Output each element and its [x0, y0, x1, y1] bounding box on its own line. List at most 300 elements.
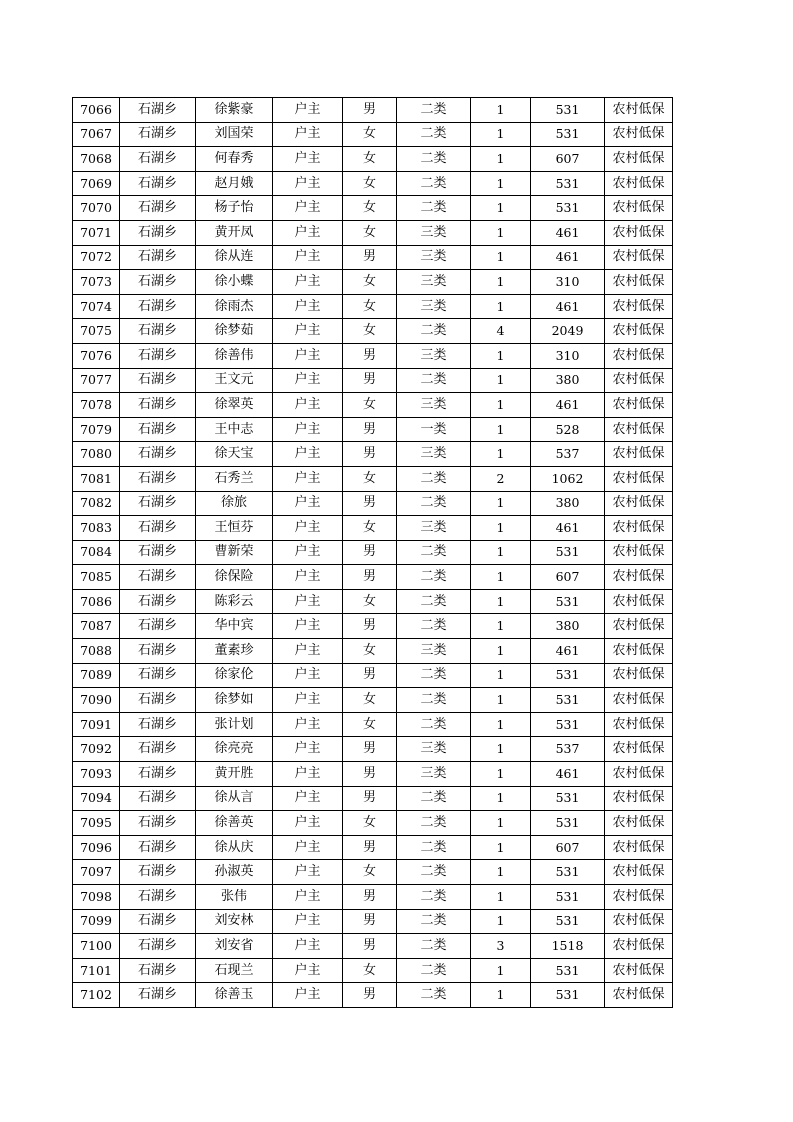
township-cell: 石湖乡	[120, 171, 196, 196]
name-cell: 徐善英	[196, 811, 273, 836]
township-cell: 石湖乡	[120, 368, 196, 393]
serial-number-cell: 7067	[73, 122, 120, 147]
township-cell: 石湖乡	[120, 885, 196, 910]
aid-type-cell: 农村低保	[605, 442, 673, 467]
table-row	[73, 663, 673, 688]
township-cell: 石湖乡	[120, 245, 196, 270]
household-size-cell: 1	[471, 442, 531, 467]
relation-cell: 户主	[273, 835, 343, 860]
household-size-cell: 1	[471, 712, 531, 737]
category-cell: 二类	[397, 958, 471, 983]
serial-number-cell: 7069	[73, 171, 120, 196]
serial-number-cell: 7102	[73, 983, 120, 1008]
serial-number-cell: 7085	[73, 565, 120, 590]
aid-type-cell: 农村低保	[605, 688, 673, 713]
relation-cell: 户主	[273, 147, 343, 172]
household-size-cell: 1	[471, 614, 531, 639]
relation-cell: 户主	[273, 860, 343, 885]
amount-cell: 310	[531, 343, 605, 368]
gender-cell: 男	[343, 540, 397, 565]
serial-number-cell: 7091	[73, 712, 120, 737]
gender-cell: 男	[343, 368, 397, 393]
amount-cell: 531	[531, 885, 605, 910]
name-cell: 徐从连	[196, 245, 273, 270]
amount-cell: 1518	[531, 934, 605, 959]
name-cell: 刘安省	[196, 934, 273, 959]
serial-number-cell: 7101	[73, 958, 120, 983]
table-row	[73, 368, 673, 393]
gender-cell: 男	[343, 442, 397, 467]
township-cell: 石湖乡	[120, 491, 196, 516]
category-cell: 二类	[397, 122, 471, 147]
category-cell: 二类	[397, 835, 471, 860]
gender-cell: 女	[343, 639, 397, 664]
gender-cell: 男	[343, 786, 397, 811]
category-cell: 二类	[397, 688, 471, 713]
aid-type-cell: 农村低保	[605, 196, 673, 221]
category-cell: 二类	[397, 196, 471, 221]
name-cell: 石现兰	[196, 958, 273, 983]
name-cell: 张伟	[196, 885, 273, 910]
relation-cell: 户主	[273, 319, 343, 344]
name-cell: 徐旅	[196, 491, 273, 516]
name-cell: 王恒芬	[196, 516, 273, 541]
name-cell: 徐善伟	[196, 343, 273, 368]
township-cell: 石湖乡	[120, 122, 196, 147]
household-size-cell: 1	[471, 122, 531, 147]
gender-cell: 男	[343, 762, 397, 787]
data-table	[72, 97, 673, 1008]
name-cell: 徐梦如	[196, 688, 273, 713]
gender-cell: 男	[343, 934, 397, 959]
relation-cell: 户主	[273, 663, 343, 688]
amount-cell: 380	[531, 368, 605, 393]
gender-cell: 女	[343, 147, 397, 172]
name-cell: 石秀兰	[196, 466, 273, 491]
gender-cell: 女	[343, 712, 397, 737]
name-cell: 刘安林	[196, 909, 273, 934]
amount-cell: 607	[531, 565, 605, 590]
township-cell: 石湖乡	[120, 663, 196, 688]
category-cell: 三类	[397, 737, 471, 762]
category-cell: 二类	[397, 147, 471, 172]
relation-cell: 户主	[273, 565, 343, 590]
table-row	[73, 688, 673, 713]
category-cell: 二类	[397, 491, 471, 516]
table-row	[73, 270, 673, 295]
relation-cell: 户主	[273, 688, 343, 713]
serial-number-cell: 7070	[73, 196, 120, 221]
table-row	[73, 909, 673, 934]
township-cell: 石湖乡	[120, 811, 196, 836]
aid-type-cell: 农村低保	[605, 565, 673, 590]
relation-cell: 户主	[273, 491, 343, 516]
household-size-cell: 1	[471, 958, 531, 983]
aid-type-cell: 农村低保	[605, 516, 673, 541]
gender-cell: 男	[343, 835, 397, 860]
aid-type-cell: 农村低保	[605, 737, 673, 762]
serial-number-cell: 7097	[73, 860, 120, 885]
aid-type-cell: 农村低保	[605, 368, 673, 393]
relation-cell: 户主	[273, 712, 343, 737]
household-size-cell: 1	[471, 885, 531, 910]
table-row	[73, 491, 673, 516]
township-cell: 石湖乡	[120, 294, 196, 319]
amount-cell: 2049	[531, 319, 605, 344]
serial-number-cell: 7088	[73, 639, 120, 664]
township-cell: 石湖乡	[120, 220, 196, 245]
category-cell: 二类	[397, 171, 471, 196]
household-size-cell: 1	[471, 491, 531, 516]
household-size-cell: 1	[471, 762, 531, 787]
category-cell: 二类	[397, 589, 471, 614]
aid-type-cell: 农村低保	[605, 860, 673, 885]
household-size-cell: 1	[471, 663, 531, 688]
name-cell: 赵月娥	[196, 171, 273, 196]
aid-type-cell: 农村低保	[605, 220, 673, 245]
gender-cell: 女	[343, 319, 397, 344]
relation-cell: 户主	[273, 934, 343, 959]
name-cell: 徐翠英	[196, 393, 273, 418]
relation-cell: 户主	[273, 270, 343, 295]
household-size-cell: 1	[471, 909, 531, 934]
table-row	[73, 220, 673, 245]
aid-type-cell: 农村低保	[605, 270, 673, 295]
amount-cell: 461	[531, 639, 605, 664]
relation-cell: 户主	[273, 614, 343, 639]
name-cell: 徐从言	[196, 786, 273, 811]
amount-cell: 607	[531, 835, 605, 860]
relation-cell: 户主	[273, 885, 343, 910]
township-cell: 石湖乡	[120, 934, 196, 959]
table-row	[73, 147, 673, 172]
name-cell: 王中志	[196, 417, 273, 442]
gender-cell: 女	[343, 196, 397, 221]
table-row	[73, 737, 673, 762]
gender-cell: 男	[343, 565, 397, 590]
household-size-cell: 1	[471, 245, 531, 270]
aid-type-cell: 农村低保	[605, 885, 673, 910]
gender-cell: 男	[343, 343, 397, 368]
name-cell: 刘国荣	[196, 122, 273, 147]
serial-number-cell: 7073	[73, 270, 120, 295]
category-cell: 三类	[397, 245, 471, 270]
category-cell: 三类	[397, 516, 471, 541]
category-cell: 二类	[397, 786, 471, 811]
name-cell: 王文元	[196, 368, 273, 393]
household-size-cell: 1	[471, 368, 531, 393]
name-cell: 徐天宝	[196, 442, 273, 467]
relation-cell: 户主	[273, 442, 343, 467]
serial-number-cell: 7074	[73, 294, 120, 319]
township-cell: 石湖乡	[120, 737, 196, 762]
amount-cell: 461	[531, 245, 605, 270]
household-size-cell: 1	[471, 983, 531, 1008]
table-row	[73, 343, 673, 368]
serial-number-cell: 7072	[73, 245, 120, 270]
gender-cell: 女	[343, 270, 397, 295]
category-cell: 三类	[397, 220, 471, 245]
gender-cell: 女	[343, 688, 397, 713]
amount-cell: 531	[531, 860, 605, 885]
township-cell: 石湖乡	[120, 909, 196, 934]
table-row	[73, 786, 673, 811]
category-cell: 三类	[397, 343, 471, 368]
township-cell: 石湖乡	[120, 614, 196, 639]
table-row	[73, 811, 673, 836]
relation-cell: 户主	[273, 639, 343, 664]
aid-type-cell: 农村低保	[605, 835, 673, 860]
household-size-cell: 1	[471, 786, 531, 811]
name-cell: 徐从庆	[196, 835, 273, 860]
township-cell: 石湖乡	[120, 270, 196, 295]
category-cell: 一类	[397, 417, 471, 442]
relation-cell: 户主	[273, 589, 343, 614]
township-cell: 石湖乡	[120, 860, 196, 885]
relation-cell: 户主	[273, 220, 343, 245]
township-cell: 石湖乡	[120, 589, 196, 614]
relation-cell: 户主	[273, 811, 343, 836]
amount-cell: 1062	[531, 466, 605, 491]
township-cell: 石湖乡	[120, 516, 196, 541]
relation-cell: 户主	[273, 294, 343, 319]
amount-cell: 531	[531, 688, 605, 713]
aid-type-cell: 农村低保	[605, 712, 673, 737]
category-cell: 二类	[397, 983, 471, 1008]
serial-number-cell: 7078	[73, 393, 120, 418]
amount-cell: 461	[531, 294, 605, 319]
amount-cell: 537	[531, 737, 605, 762]
gender-cell: 女	[343, 860, 397, 885]
amount-cell: 461	[531, 393, 605, 418]
relation-cell: 户主	[273, 245, 343, 270]
gender-cell: 女	[343, 220, 397, 245]
aid-type-cell: 农村低保	[605, 663, 673, 688]
table-row	[73, 98, 673, 123]
household-size-cell: 1	[471, 835, 531, 860]
gender-cell: 男	[343, 885, 397, 910]
serial-number-cell: 7075	[73, 319, 120, 344]
category-cell: 三类	[397, 442, 471, 467]
name-cell: 徐保险	[196, 565, 273, 590]
table-row	[73, 712, 673, 737]
name-cell: 孙淑英	[196, 860, 273, 885]
aid-type-cell: 农村低保	[605, 639, 673, 664]
relation-cell: 户主	[273, 958, 343, 983]
aid-type-cell: 农村低保	[605, 343, 673, 368]
gender-cell: 女	[343, 589, 397, 614]
amount-cell: 531	[531, 811, 605, 836]
aid-type-cell: 农村低保	[605, 417, 673, 442]
household-size-cell: 1	[471, 98, 531, 123]
table-row	[73, 835, 673, 860]
table-row	[73, 245, 673, 270]
serial-number-cell: 7099	[73, 909, 120, 934]
township-cell: 石湖乡	[120, 417, 196, 442]
name-cell: 徐善玉	[196, 983, 273, 1008]
serial-number-cell: 7096	[73, 835, 120, 860]
table-row	[73, 762, 673, 787]
township-cell: 石湖乡	[120, 835, 196, 860]
gender-cell: 男	[343, 417, 397, 442]
serial-number-cell: 7092	[73, 737, 120, 762]
name-cell: 华中宾	[196, 614, 273, 639]
gender-cell: 女	[343, 122, 397, 147]
gender-cell: 男	[343, 491, 397, 516]
serial-number-cell: 7068	[73, 147, 120, 172]
township-cell: 石湖乡	[120, 540, 196, 565]
relation-cell: 户主	[273, 343, 343, 368]
township-cell: 石湖乡	[120, 98, 196, 123]
aid-type-cell: 农村低保	[605, 762, 673, 787]
gender-cell: 女	[343, 171, 397, 196]
household-size-cell: 1	[471, 589, 531, 614]
table-row	[73, 589, 673, 614]
amount-cell: 531	[531, 196, 605, 221]
township-cell: 石湖乡	[120, 983, 196, 1008]
relation-cell: 户主	[273, 466, 343, 491]
township-cell: 石湖乡	[120, 762, 196, 787]
household-size-cell: 1	[471, 565, 531, 590]
amount-cell: 531	[531, 983, 605, 1008]
gender-cell: 女	[343, 811, 397, 836]
relation-cell: 户主	[273, 516, 343, 541]
name-cell: 黄开凤	[196, 220, 273, 245]
aid-type-cell: 农村低保	[605, 934, 673, 959]
household-size-cell: 1	[471, 294, 531, 319]
household-size-cell: 2	[471, 466, 531, 491]
category-cell: 三类	[397, 393, 471, 418]
table-row	[73, 934, 673, 959]
name-cell: 徐家伦	[196, 663, 273, 688]
household-size-cell: 3	[471, 934, 531, 959]
name-cell: 徐小蝶	[196, 270, 273, 295]
household-size-cell: 1	[471, 688, 531, 713]
household-size-cell: 1	[471, 196, 531, 221]
gender-cell: 男	[343, 983, 397, 1008]
aid-type-cell: 农村低保	[605, 786, 673, 811]
aid-type-cell: 农村低保	[605, 294, 673, 319]
name-cell: 徐雨杰	[196, 294, 273, 319]
gender-cell: 女	[343, 958, 397, 983]
table-row	[73, 466, 673, 491]
township-cell: 石湖乡	[120, 147, 196, 172]
category-cell: 二类	[397, 98, 471, 123]
serial-number-cell: 7098	[73, 885, 120, 910]
category-cell: 二类	[397, 319, 471, 344]
household-size-cell: 1	[471, 737, 531, 762]
township-cell: 石湖乡	[120, 565, 196, 590]
table-row	[73, 639, 673, 664]
household-size-cell: 1	[471, 811, 531, 836]
household-size-cell: 1	[471, 147, 531, 172]
amount-cell: 531	[531, 958, 605, 983]
name-cell: 陈彩云	[196, 589, 273, 614]
aid-type-cell: 农村低保	[605, 171, 673, 196]
relation-cell: 户主	[273, 417, 343, 442]
township-cell: 石湖乡	[120, 466, 196, 491]
relation-cell: 户主	[273, 983, 343, 1008]
amount-cell: 380	[531, 614, 605, 639]
category-cell: 二类	[397, 811, 471, 836]
gender-cell: 男	[343, 663, 397, 688]
aid-type-cell: 农村低保	[605, 909, 673, 934]
table-row	[73, 860, 673, 885]
household-size-cell: 1	[471, 860, 531, 885]
table-row	[73, 171, 673, 196]
amount-cell: 461	[531, 220, 605, 245]
relation-cell: 户主	[273, 540, 343, 565]
aid-type-cell: 农村低保	[605, 983, 673, 1008]
township-cell: 石湖乡	[120, 343, 196, 368]
name-cell: 徐紫豪	[196, 98, 273, 123]
relation-cell: 户主	[273, 909, 343, 934]
aid-type-cell: 农村低保	[605, 122, 673, 147]
amount-cell: 380	[531, 491, 605, 516]
township-cell: 石湖乡	[120, 958, 196, 983]
category-cell: 三类	[397, 762, 471, 787]
amount-cell: 531	[531, 786, 605, 811]
aid-type-cell: 农村低保	[605, 614, 673, 639]
gender-cell: 男	[343, 245, 397, 270]
category-cell: 二类	[397, 712, 471, 737]
amount-cell: 531	[531, 98, 605, 123]
category-cell: 二类	[397, 860, 471, 885]
name-cell: 杨子怡	[196, 196, 273, 221]
serial-number-cell: 7090	[73, 688, 120, 713]
category-cell: 二类	[397, 663, 471, 688]
serial-number-cell: 7081	[73, 466, 120, 491]
household-size-cell: 1	[471, 540, 531, 565]
table-row	[73, 885, 673, 910]
household-size-cell: 1	[471, 417, 531, 442]
category-cell: 二类	[397, 885, 471, 910]
category-cell: 三类	[397, 639, 471, 664]
aid-type-cell: 农村低保	[605, 589, 673, 614]
relation-cell: 户主	[273, 786, 343, 811]
serial-number-cell: 7076	[73, 343, 120, 368]
serial-number-cell: 7095	[73, 811, 120, 836]
aid-type-cell: 农村低保	[605, 811, 673, 836]
gender-cell: 男	[343, 737, 397, 762]
amount-cell: 461	[531, 762, 605, 787]
aid-type-cell: 农村低保	[605, 958, 673, 983]
serial-number-cell: 7100	[73, 934, 120, 959]
aid-type-cell: 农村低保	[605, 540, 673, 565]
amount-cell: 461	[531, 516, 605, 541]
relation-cell: 户主	[273, 368, 343, 393]
household-size-cell: 1	[471, 639, 531, 664]
aid-type-cell: 农村低保	[605, 491, 673, 516]
household-size-cell: 1	[471, 393, 531, 418]
amount-cell: 537	[531, 442, 605, 467]
relation-cell: 户主	[273, 762, 343, 787]
township-cell: 石湖乡	[120, 639, 196, 664]
serial-number-cell: 7093	[73, 762, 120, 787]
table-row	[73, 540, 673, 565]
table-row	[73, 983, 673, 1008]
name-cell: 曹新荣	[196, 540, 273, 565]
name-cell: 何春秀	[196, 147, 273, 172]
gender-cell: 男	[343, 909, 397, 934]
relation-cell: 户主	[273, 171, 343, 196]
serial-number-cell: 7071	[73, 220, 120, 245]
category-cell: 二类	[397, 934, 471, 959]
township-cell: 石湖乡	[120, 712, 196, 737]
township-cell: 石湖乡	[120, 688, 196, 713]
township-cell: 石湖乡	[120, 786, 196, 811]
serial-number-cell: 7066	[73, 98, 120, 123]
